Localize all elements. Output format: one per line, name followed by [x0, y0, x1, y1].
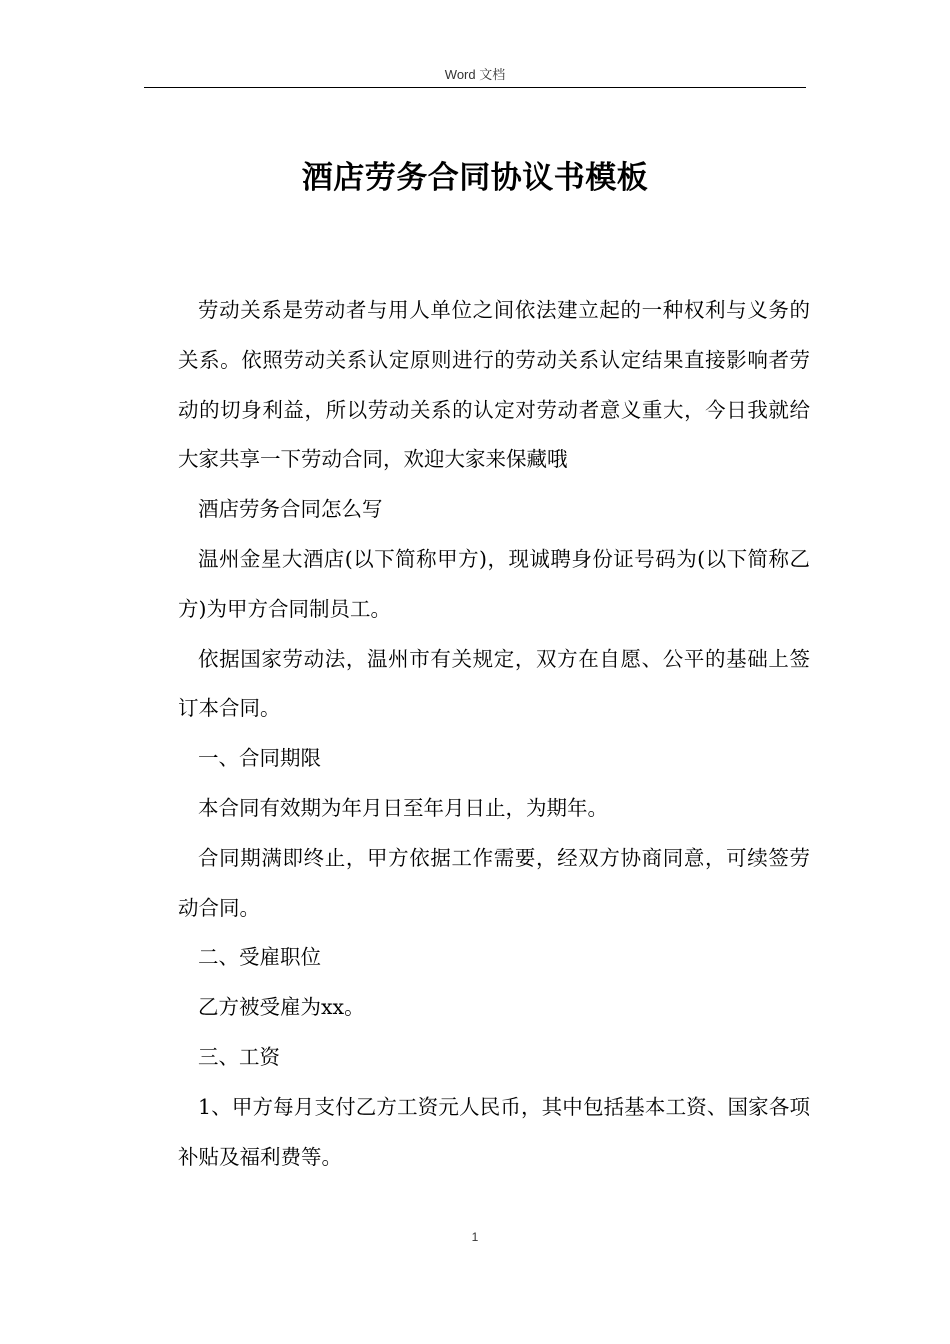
section-heading: 三、工资: [198, 1044, 280, 1069]
paragraph: 依据国家劳动法，温州市有关规定，双方在自愿、公平的基础上签订本合同。: [178, 646, 810, 721]
paragraph: 乙方被受雇为xx。: [198, 995, 365, 1020]
page-header: Word 文档: [444, 67, 506, 82]
paragraph: 酒店劳务合同怎么写: [198, 497, 383, 522]
document-title: 酒店劳务合同协议书模板: [301, 160, 649, 196]
section-heading: 二、受雇职位: [198, 945, 321, 970]
paragraph: 1、甲方每月支付乙方工资元人民币，其中包括基本工资、国家各项补贴及福利费等。: [178, 1094, 810, 1169]
header-divider: [144, 87, 806, 88]
paragraph: 劳动关系是劳动者与用人单位之间依法建立起的一种权利与义务的关系。依照劳动关系认定原则进行的劳动关系认定结果直接影响者劳动的切身利益，所以劳动关系的认定对劳动者意义重大，今日我就给大家共享一下劳动合同，欢迎大家来保藏哦: [178, 298, 810, 472]
paragraph: 合同期满即终止，甲方依据工作需要，经双方协商同意，可续签劳动合同。: [178, 845, 810, 920]
paragraph: 本合同有效期为年月日至年月日止，为期年。: [198, 795, 608, 820]
page-number: 1: [471, 1230, 479, 1244]
document-body: [178, 286, 810, 1182]
paragraph: 温州金星大酒店(以下简称甲方)，现诚聘身份证号码为(以下简称乙方)为甲方合同制员工。: [178, 546, 810, 621]
section-heading: 一、合同期限: [198, 746, 321, 771]
